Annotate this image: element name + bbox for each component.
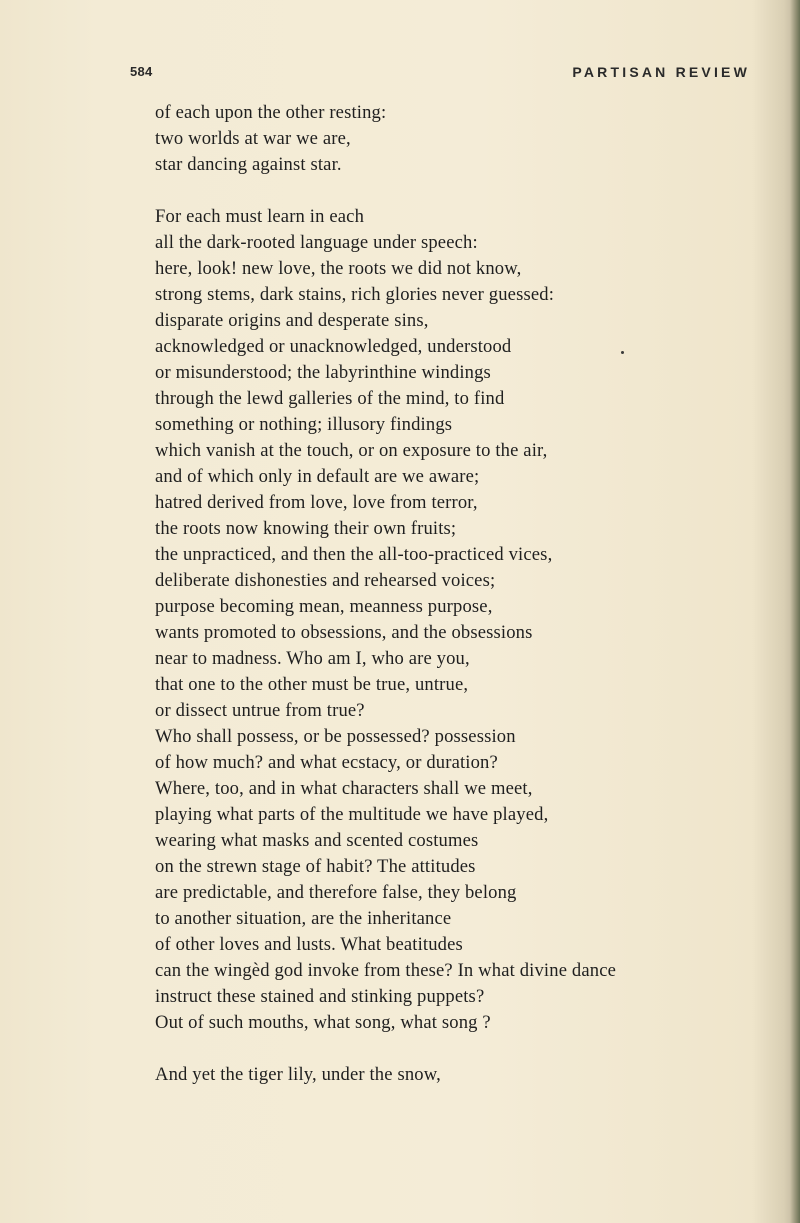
poem-line: that one to the other must be true, untrue, [155, 674, 469, 695]
poem-line: and of which only in default are we aware; [155, 466, 480, 487]
poem-line: disparate origins and desperate sins, [155, 310, 429, 331]
stanza [155, 100, 755, 178]
poem-line: strong stems, dark stains, rich glories never guessed: [155, 284, 555, 305]
poem-line: For each must learn in each [155, 206, 365, 227]
poem-line: near to madness. Who am I, who are you, [155, 648, 470, 669]
running-head: PARTISAN REVIEW [572, 64, 750, 80]
poem-line: or misunderstood; the labyrinthine windings [155, 362, 491, 383]
poem-line: purpose becoming mean, meanness purpose, [155, 596, 493, 617]
poem-line: on the strewn stage of habit? The attitudes [155, 856, 476, 877]
poem-line: Where, too, and in what characters shall we meet, [155, 778, 533, 799]
poem-line: the unpracticed, and then the all-too-practiced vices, [155, 544, 553, 565]
poem-line: or dissect untrue from true? [155, 700, 365, 721]
poem-line: two worlds at war we are, [155, 128, 351, 149]
poem-line: And yet the tiger lily, under the snow, [155, 1064, 441, 1085]
poem-line: to another situation, are the inheritance [155, 908, 452, 929]
poem-line: of each upon the other resting: [155, 102, 387, 123]
poem-line: of other loves and lusts. What beatitudes [155, 934, 463, 955]
poem-line: hatred derived from love, love from terror, [155, 492, 478, 513]
poem-line: deliberate dishonesties and rehearsed voices; [155, 570, 496, 591]
stanza [155, 1062, 755, 1088]
poem-line: playing what parts of the multitude we have played, [155, 804, 549, 825]
poem-line: here, look! new love, the roots we did not know, [155, 258, 522, 279]
stanza [155, 204, 755, 1036]
page-edge-shadow [790, 0, 800, 1223]
poem-line: are predictable, and therefore false, they belong [155, 882, 517, 903]
poem-line: which vanish at the touch, or on exposure to the air, [155, 440, 548, 461]
poem-line: through the lewd galleries of the mind, to find [155, 388, 505, 409]
poem-line: can the wingèd god invoke from these? In what divine dance [155, 960, 616, 981]
poem-line: all the dark-rooted language under speech: [155, 232, 478, 253]
print-speck [621, 351, 624, 354]
poem-line: wants promoted to obsessions, and the obsessions [155, 622, 533, 643]
poem-line: Who shall possess, or be possessed? possession [155, 726, 516, 747]
page-number: 584 [130, 64, 153, 79]
poem-line: acknowledged or unacknowledged, understood [155, 336, 512, 357]
page-header [130, 64, 750, 84]
poem-line: wearing what masks and scented costumes [155, 830, 479, 851]
poem-line: instruct these stained and stinking puppets? [155, 986, 485, 1007]
poem-line: the roots now knowing their own fruits; [155, 518, 457, 539]
poem-line: something or nothing; illusory findings [155, 414, 453, 435]
poem-line: star dancing against star. [155, 154, 342, 175]
poem-line: Out of such mouths, what song, what song ? [155, 1012, 491, 1033]
poem-line: of how much? and what ecstacy, or duration? [155, 752, 498, 773]
poem-body [155, 100, 755, 1088]
